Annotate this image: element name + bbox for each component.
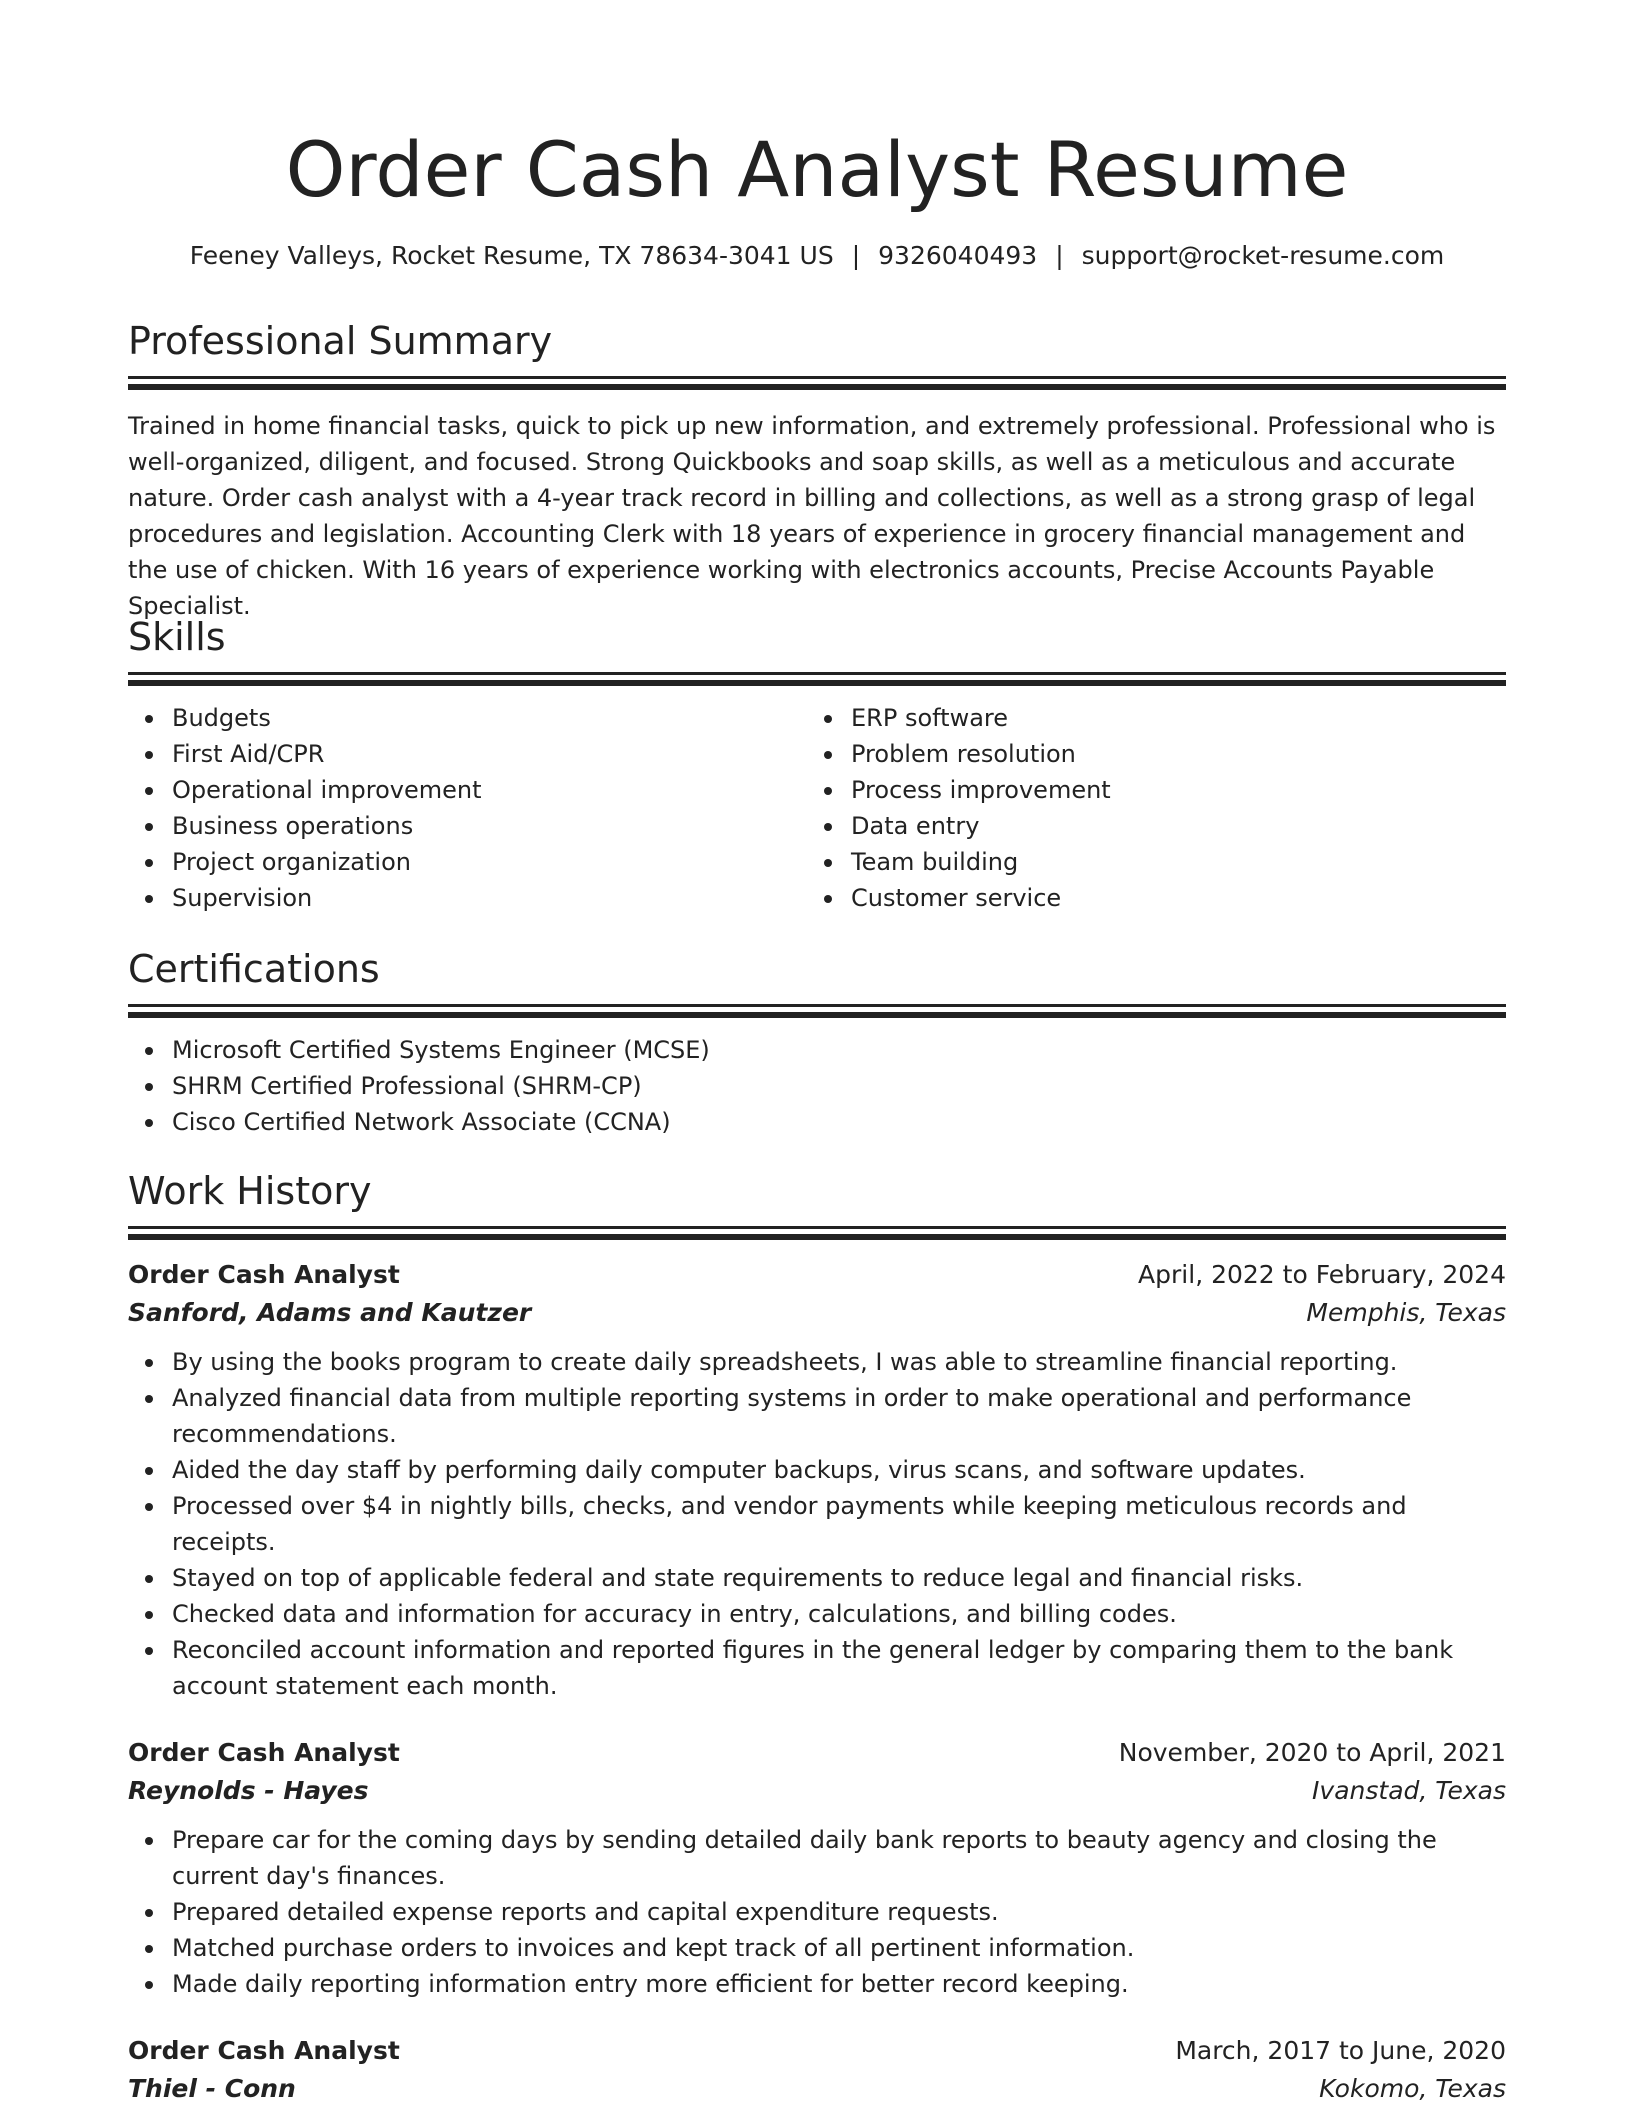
skills-list-right [807,700,1486,916]
list-item: Budgets [172,700,807,736]
contact-phone: 9326040493 [878,241,1038,270]
skills-grid [128,686,1506,916]
job-header [128,1256,1506,1294]
list-item: Reconciled account information and reported figures in the general ledger by comparing them to the bank account statement each month. [172,1632,1506,1704]
summary-heading: Professional Summary [128,319,553,363]
job-location: Ivanstad, Texas [1312,1776,1506,1805]
list-item: Business operations [172,808,807,844]
list-item: Stayed on top of applicable federal and state requirements to reduce legal and financial risks. [172,1560,1506,1596]
certifications-list [128,1032,1506,1140]
list-item: Analyzed financial data from multiple reporting systems in order to make operational and performance recommendations. [172,1380,1506,1452]
section-divider-thick [128,1234,1506,1240]
list-item: Project organization [172,844,807,880]
job-subheader [128,1294,1506,1332]
skills-list-left [128,700,807,916]
job-entry [128,2032,1506,2108]
contact-line [128,238,1506,274]
list-item: Microsoft Certified Systems Engineer (MCSE) [172,1032,1506,1068]
job-title: Order Cash Analyst [128,2036,400,2065]
summary-text: Trained in home financial tasks, quick to pick up new information, and extremely professional. Professional who is well-organized, diligent, and focused. Strong Quickbooks and soap skills, as well as a meticulous and accurate nature. Order cash analyst with a 4-year track record in billing and collections, as well as a strong grasp of legal procedures and legislation. Accounting Clerk with 18 years of experience in grocery financial management and the use of chicken. With 16 years of experience working with electronics accounts, Precise Accounts Payable Specialist. [128,412,1496,620]
work-history-heading: Work History [128,1169,372,1213]
job-dates: April, 2022 to February, 2024 [1138,1260,1506,1289]
list-item: Data entry [851,808,1486,844]
section-divider-thick [128,1012,1506,1018]
job-dates: March, 2017 to June, 2020 [1175,2036,1506,2065]
list-item: First Aid/CPR [172,736,807,772]
section-divider-thick [128,384,1506,390]
list-item: ERP software [851,700,1486,736]
list-item: By using the books program to create daily spreadsheets, I was able to streamline financial reporting. [172,1344,1506,1380]
page-title: Order Cash Analyst Resume [285,125,1349,214]
job-company: Reynolds - Hayes [128,1776,369,1805]
job-entry [128,1256,1506,1704]
list-item: Prepared detailed expense reports and capital expenditure requests. [172,1894,1506,1930]
list-item: SHRM Certified Professional (SHRM-CP) [172,1068,1506,1104]
job-location: Memphis, Texas [1306,1298,1506,1327]
job-subheader [128,1772,1506,1810]
section-divider [128,1226,1506,1229]
job-header [128,2032,1506,2070]
job-bullets [128,1344,1506,1704]
list-item: Made daily reporting information entry more efficient for better record keeping. [172,1966,1506,2002]
section-divider [128,672,1506,675]
list-item: Aided the day staff by performing daily computer backups, virus scans, and software updates. [172,1452,1506,1488]
work-history-section [128,1166,1506,2108]
list-item: Operational improvement [172,772,807,808]
list-item: Prepare car for the coming days by sending detailed daily bank reports to beauty agency and closing the current day's finances. [172,1822,1506,1894]
skills-heading: Skills [128,615,226,659]
job-company: Thiel - Conn [128,2074,296,2103]
contact-address: Feeney Valleys, Rocket Resume, TX 78634-3041 US [189,241,834,270]
job-location: Kokomo, Texas [1319,2074,1506,2103]
summary-section [128,316,1506,624]
job-subheader [128,2070,1506,2108]
certifications-heading: Certifications [128,947,380,991]
list-item: Problem resolution [851,736,1486,772]
job-header [128,1734,1506,1772]
contact-separator: | [1055,241,1064,270]
contact-separator: | [851,241,861,270]
job-title: Order Cash Analyst [128,1260,400,1289]
job-entry [128,1734,1506,2002]
contact-email: support@rocket-resume.com [1081,241,1445,270]
list-item: Checked data and information for accuracy in entry, calculations, and billing codes. [172,1596,1506,1632]
list-item: Cisco Certified Network Associate (CCNA) [172,1104,1506,1140]
list-item: Supervision [172,880,807,916]
list-item: Matched purchase orders to invoices and kept track of all pertinent information. [172,1930,1506,1966]
list-item: Team building [851,844,1486,880]
skills-section [128,612,1506,916]
job-dates: November, 2020 to April, 2021 [1118,1738,1506,1767]
certifications-section [128,944,1506,1140]
list-item: Customer service [851,880,1486,916]
job-bullets [128,1822,1506,2002]
job-title: Order Cash Analyst [128,1738,400,1767]
list-item: Processed over $4 in nightly bills, checks, and vendor payments while keeping meticulous records and receipts. [172,1488,1506,1560]
job-company: Sanford, Adams and Kautzer [128,1298,532,1327]
list-item: Process improvement [851,772,1486,808]
section-divider [128,1004,1506,1007]
section-divider [128,376,1506,379]
